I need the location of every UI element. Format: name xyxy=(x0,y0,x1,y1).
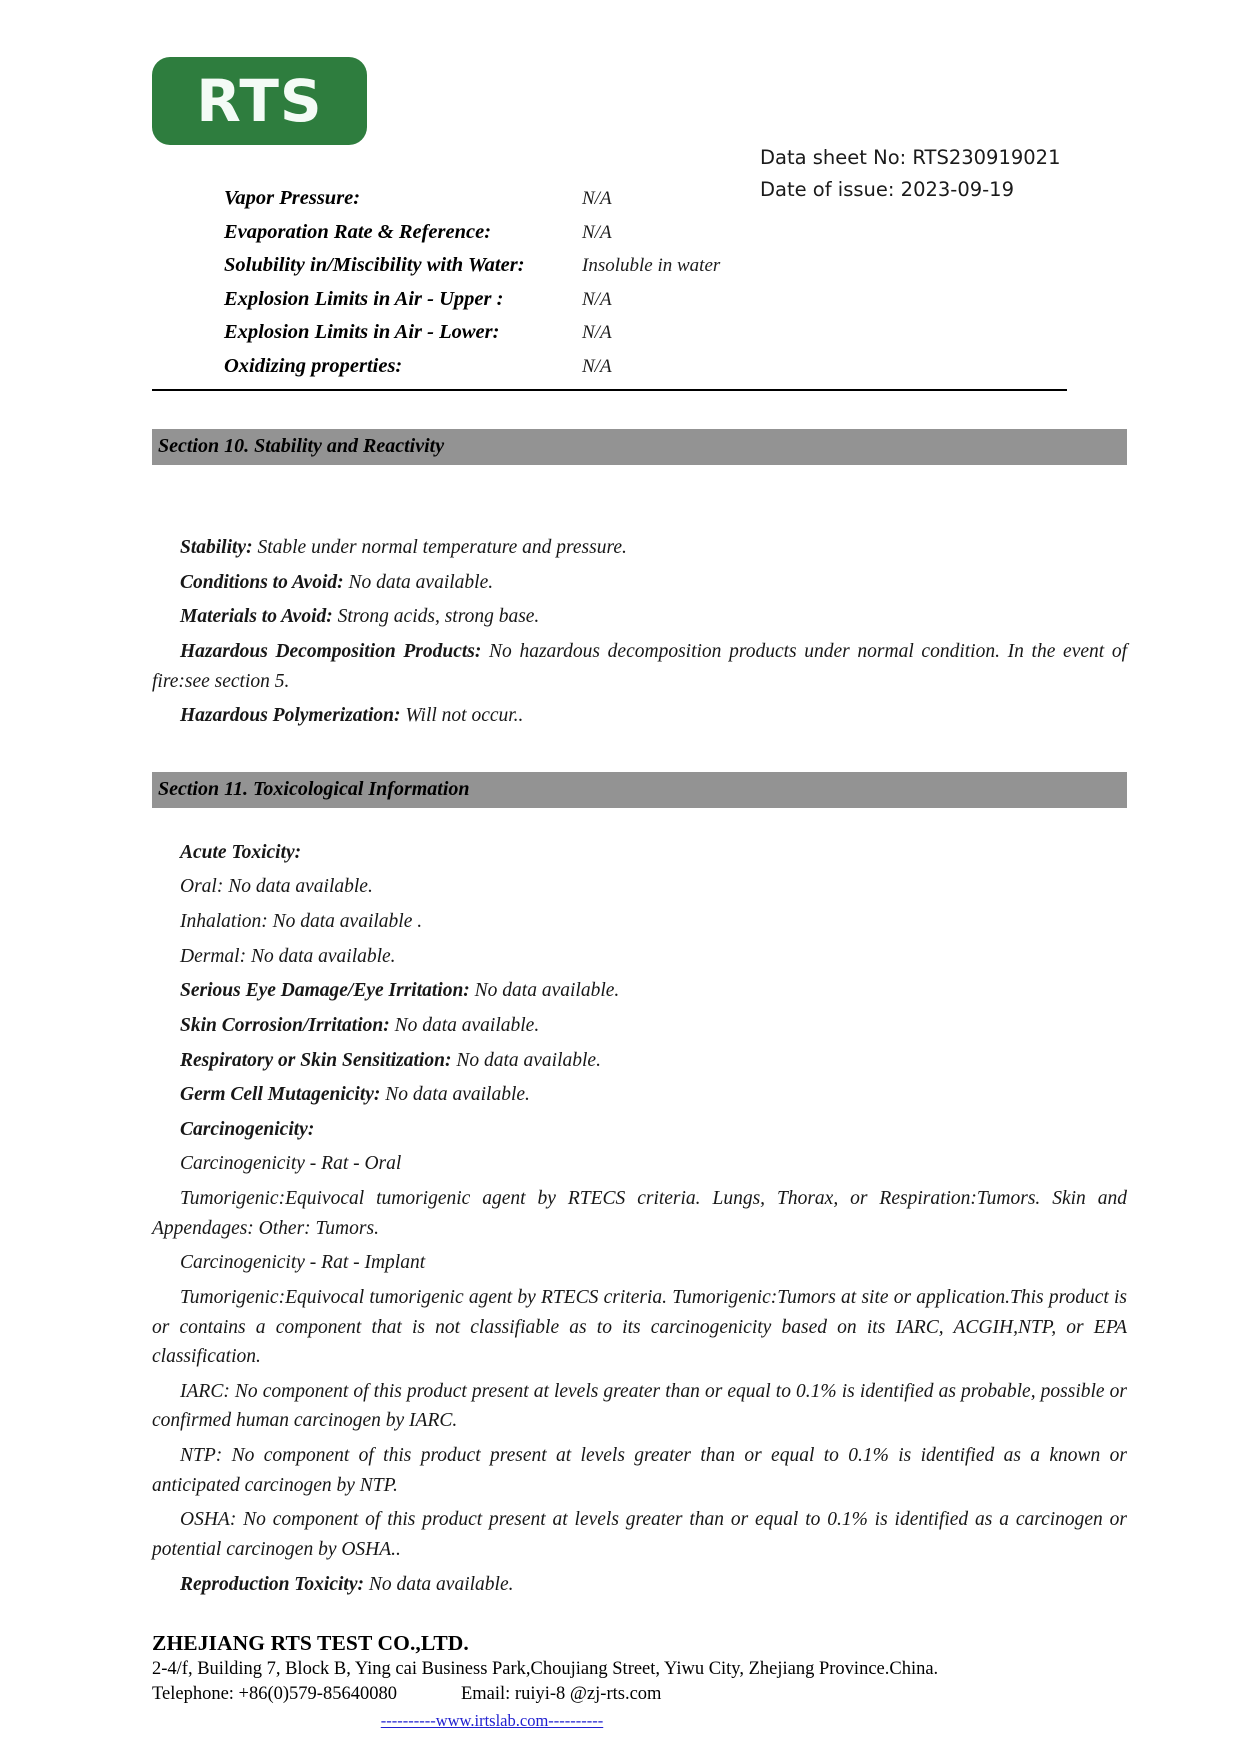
carcinogenicity-rat-implant-text: Tumorigenic:Equivocal tumorigenic agent by RTECS criteria. Tumorigenic:Tumors at site or application.This product is or contains a component that is not classifiable as to its carcinogenicity based on its IARC, ACGIH,NTP, or EPA classification. xyxy=(152,1286,1127,1368)
osha-statement: OSHA: No component of this product present at levels greater than or equal to 0.1% is identified as a carcinogen or potential carcinogen by OSHA.. xyxy=(152,1509,1127,1560)
table-row xyxy=(152,182,1067,216)
skin-corrosion-label: Skin Corrosion/Irritation: xyxy=(180,1014,390,1036)
hazardous-polymerization-line xyxy=(152,699,1127,734)
page-footer xyxy=(152,1630,1092,1731)
property-label: Evaporation Rate & Reference: xyxy=(224,220,492,243)
hazardous-decomposition-label: Hazardous Decomposition Products: xyxy=(180,640,482,662)
stability-line xyxy=(152,531,1127,566)
germ-cell-mutagenicity-label: Germ Cell Mutagenicity: xyxy=(180,1084,381,1106)
acute-toxicity-heading: Acute Toxicity: xyxy=(180,841,302,863)
property-value: N/A xyxy=(582,221,612,243)
table-row xyxy=(152,216,1067,250)
table-row xyxy=(152,350,1067,384)
skin-corrosion-line xyxy=(152,1009,1127,1044)
serious-eye-damage-line xyxy=(152,974,1127,1009)
serious-eye-damage-label: Serious Eye Damage/Eye Irritation: xyxy=(180,980,470,1002)
stability-value: Stable under normal temperature and pressure. xyxy=(252,537,627,558)
carcinogenicity-rat-oral-label: Carcinogenicity - Rat - Oral xyxy=(180,1153,402,1175)
data-sheet-number: Data sheet No: RTS230919021 xyxy=(760,146,1061,169)
property-label: Oxidizing properties: xyxy=(224,354,403,377)
footer-email: Email: ruiyi-8 @zj-rts.com xyxy=(460,1684,662,1705)
property-label: Vapor Pressure: xyxy=(224,187,361,209)
carcinogenicity-rat-oral-text: Tumorigenic:Equivocal tumorigenic agent by RTECS criteria. Lungs, Thorax, or Respiration:Tumors. Skin and Appendages: Other: Tumors. xyxy=(152,1188,1127,1239)
ntp-statement: NTP: No component of this product present at levels greater than or equal to 0.1% is identified as a known or anticipated carcinogen by NTP. xyxy=(152,1445,1127,1496)
hazardous-decomposition-value: No hazardous decomposition products under normal condition. In the event of fire:see section 5. xyxy=(152,640,1128,692)
property-value: N/A xyxy=(582,188,612,209)
date-of-issue: Date of issue: 2023-09-19 xyxy=(760,177,1014,201)
property-label: Explosion Limits in Air - Lower: xyxy=(224,321,500,343)
footer-address: 2-4/f, Building 7, Block B, Ying cai Business Park,Choujiang Street, Yiwu City, Zhejiang Province.China. xyxy=(152,1658,939,1679)
hazardous-polymerization-value: Will not occur.. xyxy=(400,705,524,727)
property-value: N/A xyxy=(582,355,612,377)
property-label: Explosion Limits in Air - Upper : xyxy=(224,287,504,310)
materials-to-avoid-value: Strong acids, strong base. xyxy=(332,606,540,628)
materials-to-avoid-line xyxy=(152,600,1127,635)
acute-toxicity-inhalation: Inhalation: No data available . xyxy=(180,911,423,932)
respiratory-sensitization-line xyxy=(152,1044,1127,1079)
acute-toxicity-dermal: Dermal: No data available. xyxy=(180,945,396,967)
section-11-header: Section 11. Toxicological Information xyxy=(152,772,1127,808)
section-10-header: Section 10. Stability and Reactivity xyxy=(152,429,1127,465)
skin-corrosion-value: No data available. xyxy=(389,1014,540,1036)
property-value: Insoluble in water xyxy=(582,255,721,276)
stability-label: Stability: xyxy=(180,537,253,558)
germ-cell-mutagenicity-line xyxy=(152,1078,1127,1113)
hazardous-polymerization-label: Hazardous Polymerization: xyxy=(180,705,401,727)
respiratory-sensitization-label: Respiratory or Skin Sensitization: xyxy=(180,1049,452,1071)
conditions-to-avoid-line xyxy=(152,566,1127,601)
conditions-to-avoid-value: No data available. xyxy=(343,571,494,593)
serious-eye-damage-value: No data available. xyxy=(469,980,620,1002)
footer-company-name: ZHEJIANG RTS TEST CO.,LTD. xyxy=(152,1631,469,1655)
table-row xyxy=(152,316,1067,350)
section-11-body xyxy=(152,836,1127,1602)
reproduction-toxicity-line xyxy=(152,1568,1127,1603)
carcinogenicity-rat-implant-label: Carcinogenicity - Rat - Implant xyxy=(180,1252,426,1274)
conditions-to-avoid-label: Conditions to Avoid: xyxy=(180,571,344,593)
reproduction-toxicity-label: Reproduction Toxicity: xyxy=(180,1573,364,1595)
materials-to-avoid-label: Materials to Avoid: xyxy=(180,606,333,628)
page-content xyxy=(0,182,1240,1602)
property-label: Solubility in/Miscibility with Water: xyxy=(224,254,525,276)
physical-properties-table xyxy=(152,182,1067,391)
table-row xyxy=(152,283,1067,317)
table-row xyxy=(152,249,1067,283)
respiratory-sensitization-value: No data available. xyxy=(451,1049,601,1071)
hazardous-decomposition-line xyxy=(152,635,1127,699)
iarc-statement: IARC: No component of this product present at levels greater than or equal to 0.1% is identified as probable, possible or confirmed human carcinogen by IARC. xyxy=(152,1380,1127,1432)
logo-text: RTS xyxy=(196,67,323,135)
property-value: N/A xyxy=(582,288,612,310)
carcinogenicity-heading: Carcinogenicity: xyxy=(180,1118,315,1140)
footer-telephone: Telephone: +86(0)579-85640080 xyxy=(152,1684,397,1705)
footer-contact xyxy=(152,1682,1092,1708)
rts-logo xyxy=(152,57,367,145)
acute-toxicity-oral: Oral: No data available. xyxy=(180,876,373,898)
section-10-body xyxy=(152,531,1127,734)
germ-cell-mutagenicity-value: No data available. xyxy=(380,1084,530,1106)
property-value: N/A xyxy=(582,322,612,343)
reproduction-toxicity-value: No data available. xyxy=(363,1573,514,1595)
footer-website-wrap xyxy=(152,1710,832,1731)
footer-website-link[interactable]: ----------www.irtslab.com---------- xyxy=(380,1710,604,1730)
